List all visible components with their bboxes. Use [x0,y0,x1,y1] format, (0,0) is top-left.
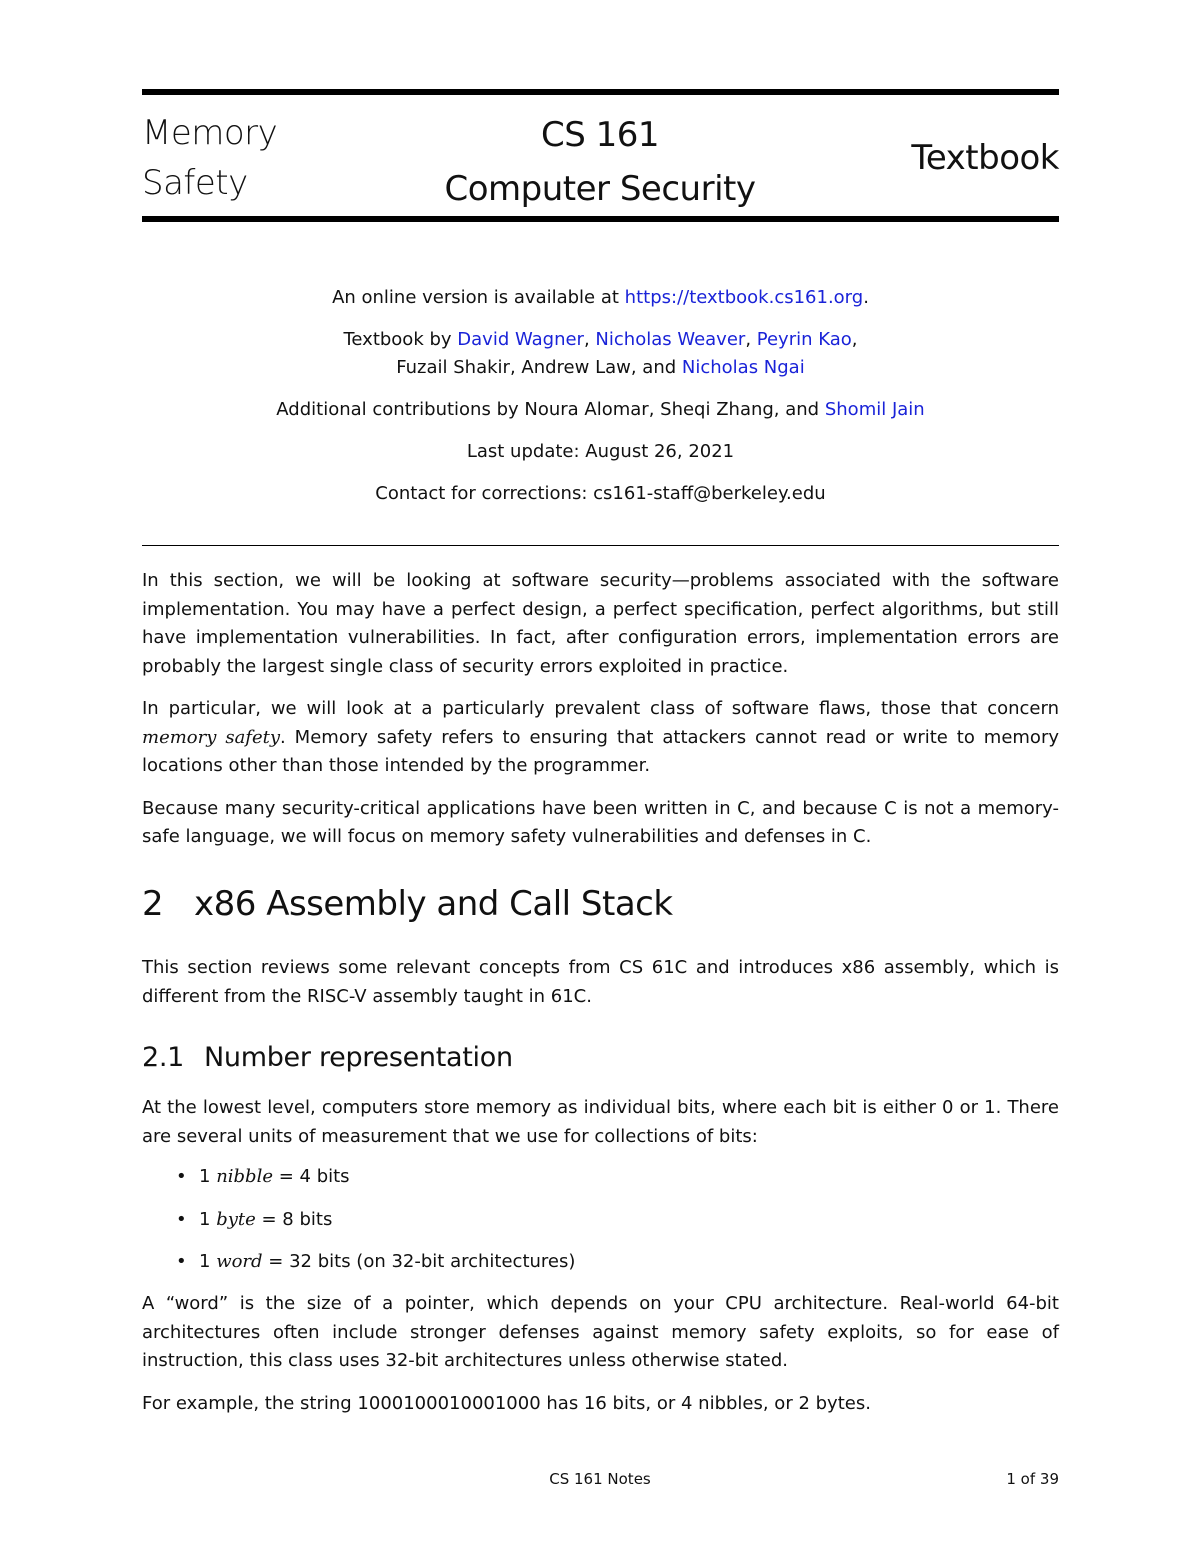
header-course-code: CS 161 [540,115,660,155]
page-number: 1 of 39 [1006,1470,1059,1488]
footer-title: CS 161 Notes [549,1470,651,1488]
front-matter-separator [142,545,1059,546]
bullet-icon: • [176,1166,187,1187]
section-2-1-text [142,1094,1059,1151]
section-2-title: x86 Assembly and Call Stack [194,884,673,924]
bullet-icon: • [176,1208,187,1230]
list-item: • 1 word = 32 bits (on 32-bit architectures) [142,1247,1059,1290]
header-topic-line1: Memory [142,113,278,153]
contributors: Additional contributions by Noura Alomar, Sheqi Zhang, and Shomil Jain [276,399,925,420]
online-version-link[interactable]: https://textbook.cs161.org [624,287,864,308]
section-2-1-heading [142,1042,513,1073]
section-2-paragraph-1: This section reviews some relevant concepts from CS 61C and introduces x86 assembly, which is different from the RISC-V assembly taught in 61C. [142,957,1059,1007]
section-2-text [142,954,1059,1011]
section-2-1-title: Number representation [204,1042,513,1073]
header-course-name: Computer Security [444,169,756,209]
intro-paragraph-2: In particular, we will look at a particularly prevalent class of software flaws, those that concern memory safety. Memory safety refers to ensuring that attackers cannot read or write to memory locations other than those intended by the programmer. [142,698,1059,776]
online-version-line: An online version is available at https://textbook.cs161.org. [332,287,869,308]
author-link-kao[interactable]: Peyrin Kao [756,329,852,350]
list-item: • 1 byte = 8 bits [142,1205,1059,1248]
header-topic-line2: Safety [142,163,248,203]
bit-units-list [142,1162,1059,1290]
front-matter [142,284,1059,522]
intro-paragraph-1: In this section, we will be looking at software security—problems associated with the software implementation. You may have a perfect design, a perfect specification, perfect algorithms, but still have implementation vulnerabilities. In fact, after configuration errors, implementation errors are probably the largest single class of security errors exploited in practice. [142,570,1059,677]
intro-paragraph-3: Because many security-critical applications have been written in C, and because C is not a memory-safe language, we will focus on memory safety vulnerabilities and defenses in C. [142,797,1059,847]
header-course [400,108,800,216]
header-top-rule [142,89,1059,95]
section-2-1-paragraph-3: For example, the string 1000100010001000 has 16 bits, or 4 nibbles, or 2 bytes. [142,1392,871,1414]
section-2-heading [142,884,673,924]
section-2-1-paragraph-1: At the lowest level, computers store memory as individual bits, where each bit is either 0 or 1. There are several units of measurement that we use for collections of bits: [142,1097,1059,1147]
section-2-number: 2 [142,884,164,924]
section-2-1-number: 2.1 [142,1042,185,1073]
author-link-weaver[interactable]: Nicholas Weaver [595,329,746,350]
author-link-ngai[interactable]: Nicholas Ngai [681,357,805,378]
header-bottom-rule [142,216,1059,222]
contributor-link-jain[interactable]: Shomil Jain [824,399,925,420]
authors: Textbook by David Wagner, Nicholas Weaver, Peyrin Kao, Fuzail Shakir, Andrew Law, and Nicholas Ngai [343,329,858,378]
author-link-wagner[interactable]: David Wagner [457,329,584,350]
section-2-1-paragraph-2: A “word” is the size of a pointer, which depends on your CPU architecture. Real-world 64-bit architectures often include stronger defenses against memory safety exploits, so for ease of instruction, this class uses 32-bit architectures unless otherwise stated. [142,1293,1059,1371]
last-update: Last update: August 26, 2021 [466,441,735,462]
header-doc-type: Textbook [911,138,1059,178]
memory-safety-term: memory safety [142,726,281,748]
header-topic [142,108,277,208]
contact-line: Contact for corrections: cs161-staff@berkeley.edu [375,483,826,504]
list-item: • 1 nibble = 4 bits [142,1162,1059,1205]
intro-text [142,567,1059,866]
bullet-icon: • [176,1251,187,1272]
section-2-1-text-continued [142,1290,1059,1432]
